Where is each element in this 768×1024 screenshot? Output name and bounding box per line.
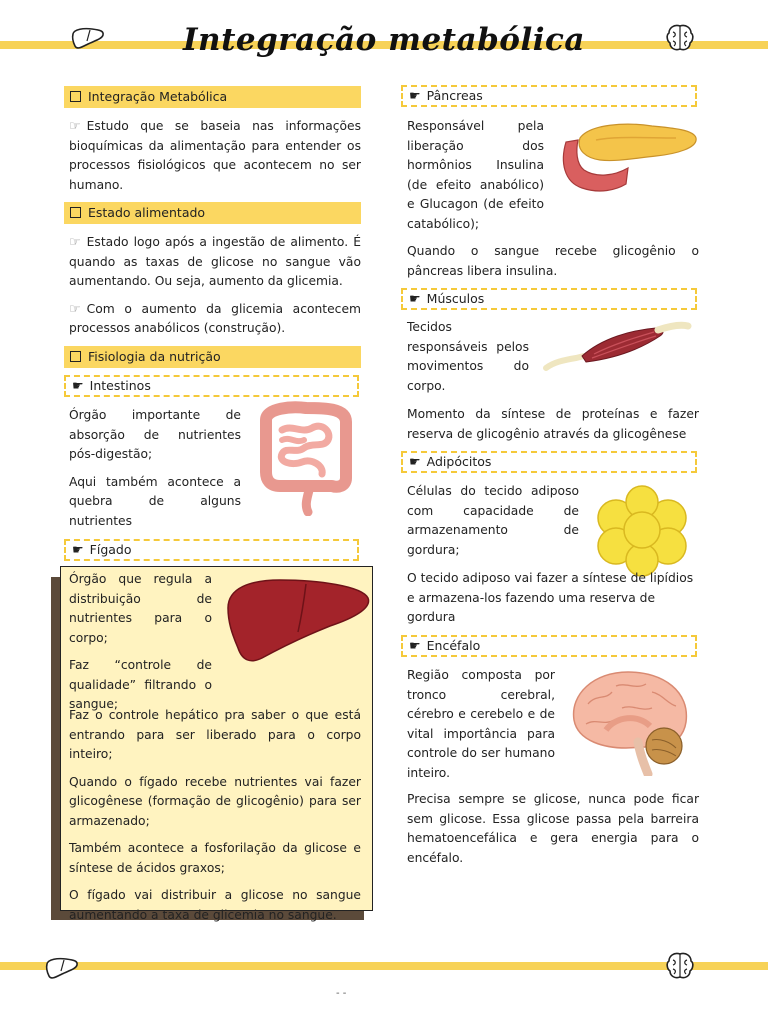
liver-illustration xyxy=(222,574,372,664)
checkbox-icon xyxy=(70,91,81,102)
section-header-musculos: ☛ Músculos xyxy=(401,288,697,310)
hand-pointer-icon: ☞ xyxy=(69,301,81,317)
hand-pointer-icon: ☛ xyxy=(409,292,421,307)
figado-text-3: Faz o controle hepático pra saber o que está entrando para ser liberado para o corpo inteiro; xyxy=(69,708,361,761)
checkbox-icon xyxy=(70,351,81,362)
hand-pointer-icon: ☛ xyxy=(72,543,84,558)
section-header-adipocitos: ☛ Adipócitos xyxy=(401,451,697,473)
musculos-text-1: Tecidos responsáveis pelos movimentos do corpo. xyxy=(407,320,529,393)
checkbox-icon xyxy=(70,207,81,218)
figado-text-5: Também acontece a fosforilação da glicose e síntese de ácidos graxos; xyxy=(69,841,361,875)
intestinos-text-2: Aqui também acontece a quebra de alguns nutrientes xyxy=(69,474,241,528)
encefalo-text-2: Precisa sempre se glicose, nunca pode ficar sem glicose. Essa glicose passa pela barreira hematoencefálica e gera energia para o encéfalo. xyxy=(407,792,699,865)
figado-text-6: O fígado vai distribuir a glicose no sangue aumentando a taxa de glicemia no sangue. xyxy=(69,888,361,922)
page-number: - - xyxy=(336,988,347,999)
muscle-illustration xyxy=(542,318,692,376)
pancreas-illustration xyxy=(556,118,702,198)
hand-pointer-icon: ☞ xyxy=(69,235,81,250)
liver-icon xyxy=(44,956,80,982)
pancreas-text-2: Quando o sangue recebe glicogênio o pâncreas libera insulina. xyxy=(407,244,699,278)
figado-text-1: Órgão que regula a distribuição de nutrientes para o corpo; xyxy=(69,572,212,645)
section-header-intestinos: ☛ Intestinos xyxy=(64,375,359,397)
estado-text-2: ☞ Com o aumento da glicemia acontecem processos anabólicos (construção). xyxy=(69,301,361,335)
estado-text-1: ☞ Estado logo após a ingestão de alimento. É quando as taxas de glicose no sangue vão aumentando. Ou seja, aumento da glicemia. xyxy=(69,235,361,288)
brain-icon xyxy=(664,950,696,982)
hand-pointer-icon: ☛ xyxy=(409,639,421,654)
figado-text-2: Faz “controle de qualidade” filtrando o sangue; xyxy=(69,658,212,711)
section-header-pancreas: ☛ Pâncreas xyxy=(401,85,697,107)
page-title: Integração metabólica xyxy=(183,22,585,58)
section-header-fisiologia: Fisiologia da nutrição xyxy=(64,346,361,368)
fat-cells-illustration xyxy=(590,484,694,578)
hand-pointer-icon: ☛ xyxy=(72,379,84,394)
hand-pointer-icon: ☞ xyxy=(69,119,81,134)
integracao-text: ☞ Estudo que se baseia nas informações bioquímicas da alimentação para entender os processos fisiológicos que acontecem no ser humano. xyxy=(69,119,361,192)
liver-icon xyxy=(70,26,106,52)
intestines-illustration xyxy=(252,400,360,516)
brain-icon xyxy=(664,22,696,54)
adipocitos-text-1: Células do tecido adiposo com capacidade de armazenamento de gordura; xyxy=(407,484,579,557)
encefalo-text-1: Região composta por tronco cerebral, cérebro e cerebelo e de vital importância para controle do ser humano inteiro. xyxy=(407,668,555,780)
section-header-integracao: Integração Metabólica xyxy=(64,86,361,108)
intestinos-text-1: Órgão importante de absorção de nutrientes pós-digestão; xyxy=(69,408,241,461)
musculos-text-2: Momento da síntese de proteínas e fazer reserva de glicogênio através da glicogênese xyxy=(407,407,699,441)
bottom-band xyxy=(0,962,768,970)
pancreas-text-1: Responsável pela liberação dos hormônios Insulina (de efeito anabólico) e Glucagon (de efeito catabólico); xyxy=(407,119,544,231)
hand-pointer-icon: ☛ xyxy=(409,89,421,104)
section-header-estado: Estado alimentado xyxy=(64,202,361,224)
section-header-figado: ☛ Fígado xyxy=(64,539,359,561)
brain-illustration xyxy=(566,664,696,776)
figado-text-4: Quando o fígado recebe nutrientes vai fazer glicogênese (formação de glicogênio) para ser armazenado; xyxy=(69,774,361,828)
adipocitos-text-2: O tecido adiposo vai fazer a síntese de lipídios e armazena-los fazendo uma reserva de gordura xyxy=(407,571,694,624)
section-header-encefalo: ☛ Encéfalo xyxy=(401,635,697,657)
hand-pointer-icon: ☛ xyxy=(409,455,421,470)
